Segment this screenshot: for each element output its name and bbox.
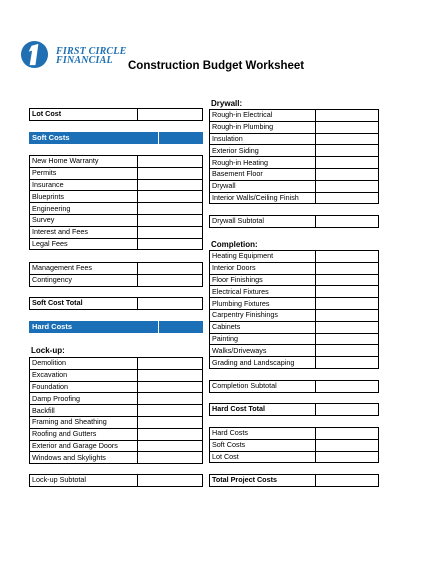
- item-value[interactable]: [316, 168, 379, 180]
- brand-name-line2: FINANCIAL: [56, 55, 113, 66]
- item-value[interactable]: [138, 226, 203, 238]
- table-row: [210, 451, 379, 463]
- item-label: Interest and Fees: [30, 226, 138, 238]
- table-row: [210, 321, 379, 333]
- item-label: Contingency: [30, 274, 138, 286]
- item-value[interactable]: [316, 357, 379, 369]
- soft-costs-header-label: Soft Costs: [32, 133, 70, 142]
- soft-cost-total-table: [29, 297, 203, 310]
- table-row: [30, 263, 203, 275]
- table-row: [30, 358, 203, 370]
- lot-cost-value[interactable]: [138, 109, 203, 121]
- table-row: [30, 393, 203, 405]
- table-row: [210, 133, 379, 145]
- item-label: Windows and Skylights: [30, 452, 138, 464]
- item-label: Exterior and Garage Doors: [30, 440, 138, 452]
- table-row: [210, 345, 379, 357]
- item-value[interactable]: [138, 428, 203, 440]
- item-value[interactable]: [138, 393, 203, 405]
- item-value[interactable]: [316, 251, 379, 263]
- item-value[interactable]: [316, 133, 379, 145]
- item-label: Rough-in Electrical: [210, 110, 316, 122]
- item-label: Cabinets: [210, 321, 316, 333]
- item-label: Heating Equipment: [210, 251, 316, 263]
- item-value[interactable]: [138, 191, 203, 203]
- item-value[interactable]: [316, 451, 379, 463]
- item-label: Walks/Driveways: [210, 345, 316, 357]
- completion-subtotal-label: Completion Subtotal: [210, 381, 316, 393]
- item-value[interactable]: [138, 274, 203, 286]
- table-row: [210, 157, 379, 169]
- drywall-subtotal-value[interactable]: [316, 216, 379, 228]
- table-row: [30, 203, 203, 215]
- item-label: Permits: [30, 167, 138, 179]
- table-row: [210, 286, 379, 298]
- item-label: Damp Proofing: [30, 393, 138, 405]
- first-circle-logo-icon: [20, 40, 49, 69]
- item-label: Insulation: [210, 133, 316, 145]
- item-label: Grading and Landscaping: [210, 357, 316, 369]
- item-value[interactable]: [138, 405, 203, 417]
- table-row: [210, 251, 379, 263]
- table-row: [210, 428, 379, 440]
- item-value[interactable]: [138, 452, 203, 464]
- item-label: Rough-in Heating: [210, 157, 316, 169]
- item-label: Insurance: [30, 179, 138, 191]
- completion-subtotal-value[interactable]: [316, 381, 379, 393]
- item-label: Demolition: [30, 358, 138, 370]
- item-value[interactable]: [316, 157, 379, 169]
- item-value[interactable]: [138, 381, 203, 393]
- item-label: Basement Floor: [210, 168, 316, 180]
- table-row: [210, 274, 379, 286]
- soft-cost-total-label: Soft Cost Total: [30, 298, 138, 310]
- item-label: Exterior Siding: [210, 145, 316, 157]
- item-value[interactable]: [316, 286, 379, 298]
- item-label: Painting: [210, 333, 316, 345]
- hard-cost-total-label: Hard Cost Total: [210, 404, 316, 416]
- table-row: [210, 110, 379, 122]
- table-row: [30, 156, 203, 168]
- item-label: Interior Walls/Ceiling Finish: [210, 192, 316, 204]
- item-label: Framing and Sheathing: [30, 416, 138, 428]
- drywall-subtotal-label: Drywall Subtotal: [210, 216, 316, 228]
- item-value[interactable]: [138, 203, 203, 215]
- table-row: [30, 405, 203, 417]
- table-row: [210, 168, 379, 180]
- table-row: [210, 192, 379, 204]
- total-project-costs-table: [209, 474, 379, 487]
- lot-cost-table: [29, 108, 203, 121]
- table-row: [210, 357, 379, 369]
- table-row: [30, 226, 203, 238]
- item-label: Backfill: [30, 405, 138, 417]
- total-project-costs-value[interactable]: [316, 475, 379, 487]
- item-value[interactable]: [138, 358, 203, 370]
- item-label: Electrical Fixtures: [210, 286, 316, 298]
- soft-costs-table: [29, 155, 203, 250]
- summary-table: [209, 427, 379, 463]
- page-title: Construction Budget Worksheet: [128, 60, 305, 72]
- item-label: Rough-in Plumbing: [210, 121, 316, 133]
- item-value[interactable]: [138, 167, 203, 179]
- item-value[interactable]: [316, 180, 379, 192]
- item-label: Hard Costs: [210, 428, 316, 440]
- table-row: [210, 145, 379, 157]
- table-row: [30, 214, 203, 226]
- table-row: [30, 381, 203, 393]
- table-row: [30, 191, 203, 203]
- item-value[interactable]: [138, 156, 203, 168]
- table-row: [210, 298, 379, 310]
- lockup-header: Lock-up:: [31, 346, 65, 355]
- table-row: [210, 309, 379, 321]
- table-row: [210, 333, 379, 345]
- item-label: Floor Finishings: [210, 274, 316, 286]
- table-row: [30, 369, 203, 381]
- hard-cost-total-table: [209, 403, 379, 416]
- table-row: [210, 262, 379, 274]
- soft-costs-table-2: [29, 262, 203, 287]
- item-label: New Home Warranty: [30, 156, 138, 168]
- item-value[interactable]: [138, 179, 203, 191]
- brand-logo: [20, 40, 130, 70]
- table-row: [210, 180, 379, 192]
- item-label: Roofing and Gutters: [30, 428, 138, 440]
- table-row: [30, 179, 203, 191]
- hard-costs-header: [29, 321, 203, 333]
- table-row: [30, 416, 203, 428]
- item-value[interactable]: [316, 428, 379, 440]
- table-row: [210, 439, 379, 451]
- item-value[interactable]: [316, 121, 379, 133]
- brand-name-line1: FIRST CIRCLE: [56, 46, 127, 57]
- item-value[interactable]: [316, 333, 379, 345]
- item-value[interactable]: [316, 145, 379, 157]
- item-label: Legal Fees: [30, 238, 138, 250]
- item-value[interactable]: [316, 192, 379, 204]
- completion-header: Completion:: [211, 240, 258, 249]
- drywall-table: [209, 109, 379, 204]
- item-value[interactable]: [316, 345, 379, 357]
- item-label: Drywall: [210, 180, 316, 192]
- item-value[interactable]: [316, 439, 379, 451]
- completion-subtotal-table: [209, 380, 379, 393]
- item-label: Carpentry Finishings: [210, 309, 316, 321]
- lockup-subtotal-value[interactable]: [138, 475, 203, 487]
- item-value[interactable]: [138, 214, 203, 226]
- drywall-subtotal-table: [209, 215, 379, 228]
- item-value[interactable]: [316, 321, 379, 333]
- table-row: [210, 121, 379, 133]
- item-value[interactable]: [138, 440, 203, 452]
- item-label: Foundation: [30, 381, 138, 393]
- hard-costs-header-label: Hard Costs: [32, 322, 73, 331]
- item-label: Blueprints: [30, 191, 138, 203]
- item-label: Engineering: [30, 203, 138, 215]
- item-value[interactable]: [138, 416, 203, 428]
- item-value[interactable]: [316, 309, 379, 321]
- table-row: [30, 428, 203, 440]
- item-value[interactable]: [316, 262, 379, 274]
- item-label: Plumbing Fixtures: [210, 298, 316, 310]
- item-value[interactable]: [316, 274, 379, 286]
- lockup-table: [29, 357, 203, 464]
- soft-cost-total-value[interactable]: [138, 298, 203, 310]
- lockup-subtotal-label: Lock-up Subtotal: [30, 475, 138, 487]
- table-row: [30, 440, 203, 452]
- completion-table: [209, 250, 379, 369]
- item-value[interactable]: [138, 238, 203, 250]
- table-row: [30, 167, 203, 179]
- item-value[interactable]: [138, 263, 203, 275]
- table-row: [30, 274, 203, 286]
- soft-costs-header: [29, 132, 203, 144]
- item-label: Interior Doors: [210, 262, 316, 274]
- table-row: [30, 452, 203, 464]
- total-project-costs-label: Total Project Costs: [210, 475, 316, 487]
- drywall-header: Drywall:: [211, 99, 243, 108]
- lockup-subtotal-table: [29, 474, 203, 487]
- item-value[interactable]: [138, 369, 203, 381]
- item-label: Soft Costs: [210, 439, 316, 451]
- item-value[interactable]: [316, 110, 379, 122]
- lot-cost-label: Lot Cost: [30, 109, 138, 121]
- item-label: Survey: [30, 214, 138, 226]
- item-label: Management Fees: [30, 263, 138, 275]
- item-label: Lot Cost: [210, 451, 316, 463]
- item-label: Excavation: [30, 369, 138, 381]
- table-row: [30, 238, 203, 250]
- hard-cost-total-value[interactable]: [316, 404, 379, 416]
- item-value[interactable]: [316, 298, 379, 310]
